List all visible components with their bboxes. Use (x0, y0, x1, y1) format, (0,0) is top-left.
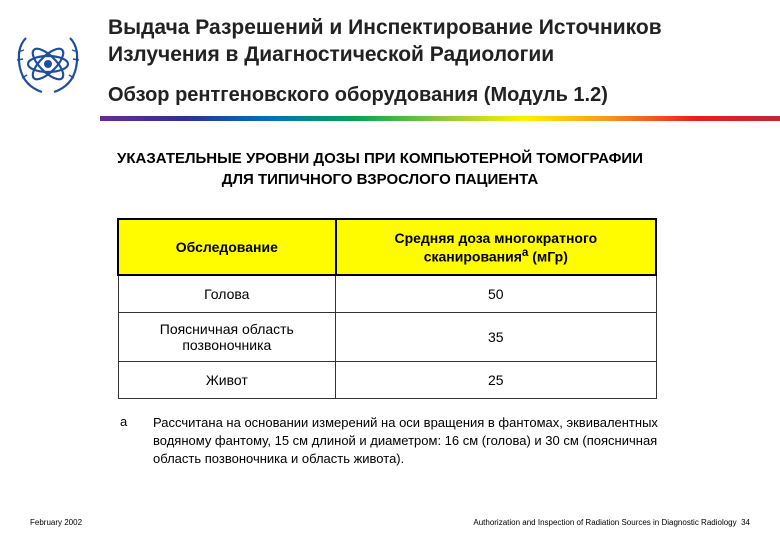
page-title: Выдача Разрешений и Инспектирование Источников Излучения в Диагностической Радиологии (108, 16, 662, 66)
cell-exam: Живот (118, 362, 336, 399)
table-row (118, 362, 656, 399)
header-dose-label: Средняя доза многократного сканирования (394, 229, 598, 265)
cell-dose: 35 (336, 313, 656, 362)
table-row (118, 313, 656, 362)
header-dose-sup: a (521, 245, 529, 259)
footer-course (473, 518, 750, 527)
cell-dose: 25 (336, 362, 656, 399)
cell-exam: Поясничная область позвоночника (118, 313, 336, 362)
rainbow-divider (100, 116, 780, 121)
footer-course-title: Authorization and Inspection of Radiation Sources in Diagnostic Radiology (473, 518, 737, 527)
iaea-atom-logo-icon (12, 28, 84, 100)
table-row (118, 275, 656, 313)
footer-date: February 2002 (30, 518, 83, 527)
section-heading: УКАЗАТЕЛЬНЫЕ УРОВНИ ДОЗЫ ПРИ КОМПЬЮТЕРНОЙ ТОМОГРАФИИ ДЛЯ ТИПИЧНОГО ВЗРОСЛОГО ПАЦИЕНТА (117, 150, 643, 188)
cell-dose: 50 (336, 275, 656, 313)
header-dose (336, 219, 656, 275)
header-dose-unit: (мГр) (528, 248, 568, 265)
dose-table (117, 218, 657, 399)
page-number: 34 (741, 518, 750, 527)
footnote-mark: a (120, 414, 128, 429)
table-header-row (118, 219, 656, 275)
module-subtitle: Обзор рентгеновского оборудования (Модуль 1.2) (108, 84, 608, 106)
footnote-text: Рассчитана на основании измерений на оси вращения в фантомах, эквивалентных водяному фантому, 15 см длиной и диаметром: 16 см (голова) и 30 см (поясничная область позвоночника и область живота). (153, 415, 658, 466)
cell-exam: Голова (118, 275, 336, 313)
header-exam: Обследование (118, 219, 336, 275)
